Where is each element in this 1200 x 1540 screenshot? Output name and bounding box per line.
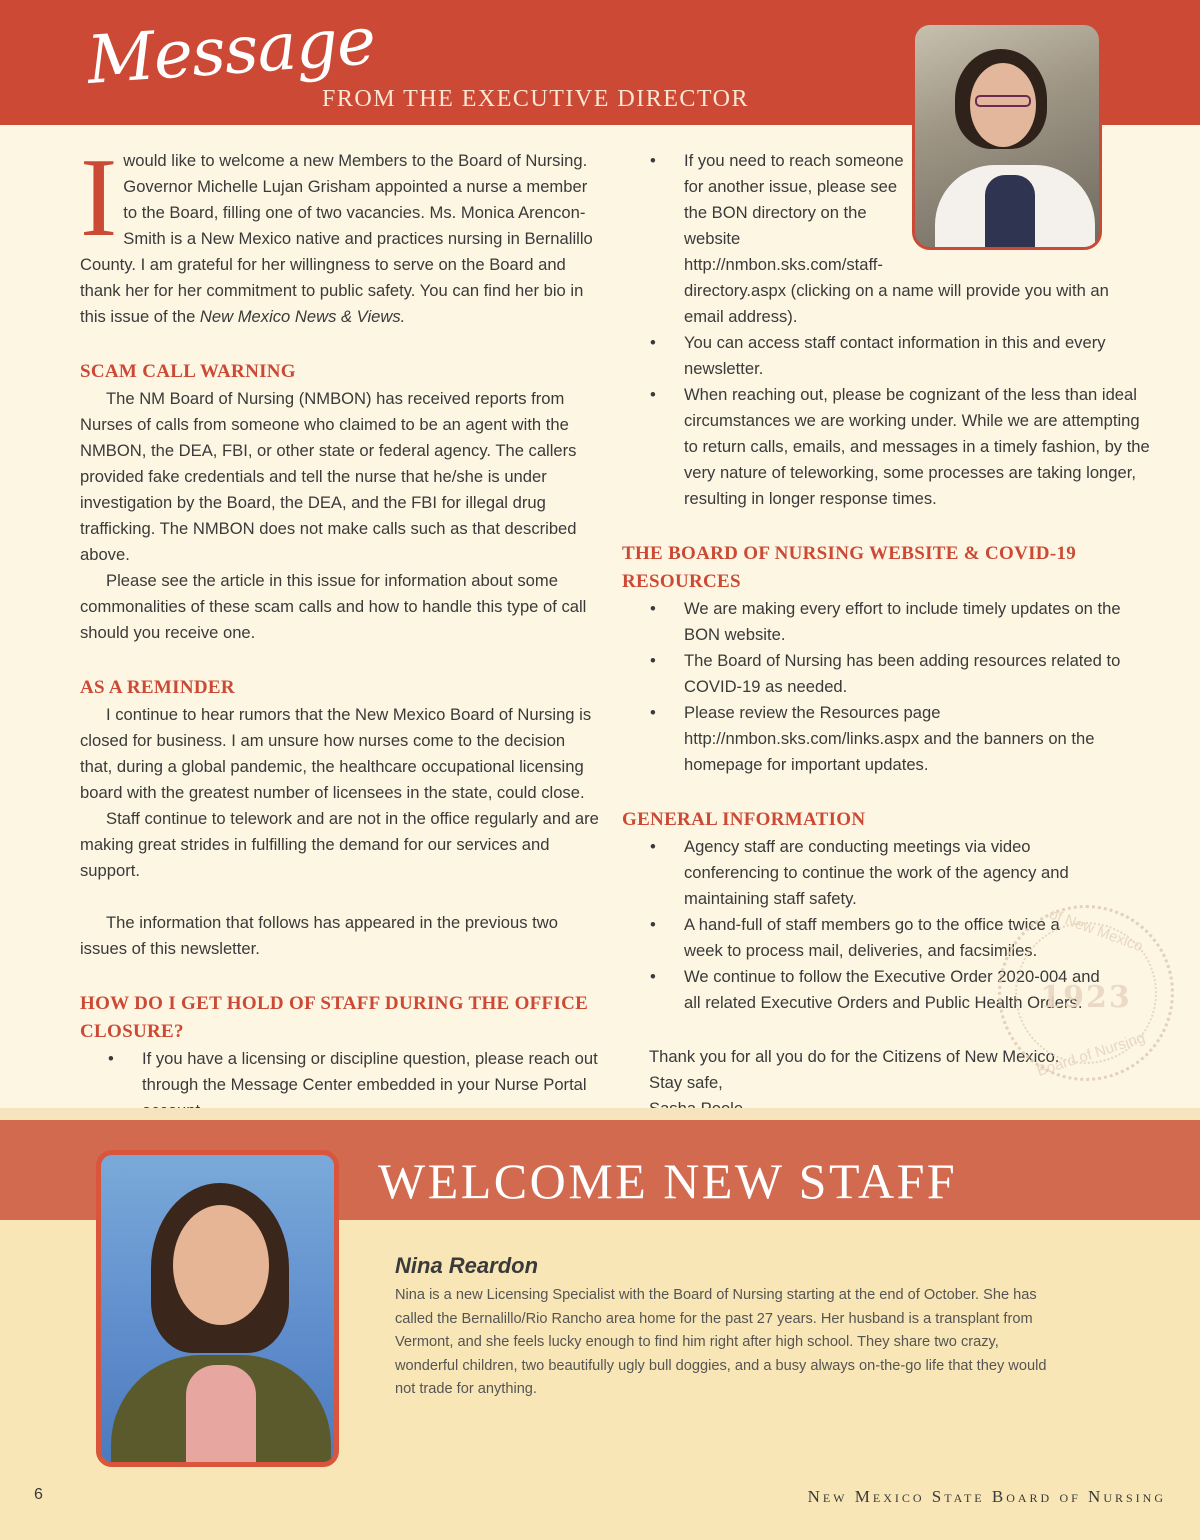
list-item: • The Board of Nursing has been adding resources related to COVID-19 as needed. [622, 648, 1152, 700]
list-item: • We continue to follow the Executive Order 2020-004 and all related Executive Orders and Public Health Orders. [622, 964, 1102, 1016]
header-subtitle: FROM THE EXECUTIVE DIRECTOR [322, 86, 749, 112]
scam-heading: SCAM CALL WARNING [80, 361, 296, 382]
drop-cap: I [80, 136, 118, 260]
list-item: • Please review the Resources page http://nmbon.sks.com/links.aspx and the banners on the homepage for important updates. [622, 700, 1152, 778]
list-item: • A hand-full of staff members go to the office twice a week to process mail, deliveries, and facsimiles. [622, 912, 1102, 964]
list-item: • Agency staff are conducting meetings via video conferencing to continue the work of the agency and maintaining staff safety. [622, 834, 1102, 912]
seal-top-text: of New Mexico [1046, 905, 1146, 956]
welcome-title: WELCOME NEW STAFF [378, 1153, 958, 1209]
list-item: • When reaching out, please be cognizant of the less than ideal circumstances we are working under. While we are attempting to return calls, emails, and messages in a timely fashion, by the very nature of teleworking, some processes are taking longer, resulting in longer response times. [622, 382, 1152, 512]
scam-paragraph-2: Please see the article in this issue for information about some commonalities of these scam calls and how to handle this type of call should you receive one. [80, 571, 587, 642]
closing-line: Thank you for all you do for the Citizens of New Mexico. [649, 1047, 1060, 1066]
header-script-title: Message [84, 2, 378, 99]
seal-bottom-text: Board of Nursing [1034, 1029, 1148, 1080]
closing-stay-safe: Stay safe, [649, 1073, 723, 1092]
contact-bullet-list-top [622, 148, 910, 278]
website-heading: THE BOARD OF NURSING WEBSITE & COVID-19 RESOURCES [622, 543, 1077, 592]
staff-photo [96, 1150, 339, 1467]
reminder-paragraph-1: I continue to hear rumors that the New Mexico Board of Nursing is closed for business. I am unsure how nurses come to the decision that, during a global pandemic, the healthcare occupational licensing board with the greatest number of licensees in the state, could close. [80, 705, 592, 802]
left-column [80, 136, 600, 1124]
scam-paragraph-1: The NM Board of Nursing (NMBON) has received reports from Nurses of calls from someone who claimed to be an agent with the NMBON, the DEA, FBI, or other state or federal agency. The callers provided fake credentials and tell the nurse that he/she is under investigation by the Board, the DEA, and the FBI for illegal drug trafficking. The NMBON does not make calls such as that described above. [80, 389, 577, 564]
staff-heading: HOW DO I GET HOLD OF STAFF DURING THE OFFICE CLOSURE? [80, 993, 589, 1042]
list-item: • If you need to reach someone for another issue, please see the BON directory on the website http://nmbon.sks.com/staff- [622, 148, 910, 278]
publication-footer: New Mexico State Board of Nursing [807, 1487, 1166, 1506]
director-photo [912, 22, 1102, 250]
list-item: • If you have a licensing or discipline question, please reach out through the Message Center embedded in your Nurse Portal [80, 1046, 600, 1124]
staff-name: Nina Reardon [395, 1253, 539, 1278]
right-column-top [622, 148, 910, 278]
board-seal-watermark [998, 905, 1174, 1081]
section-divider [0, 1108, 1200, 1118]
seal-year: 1923 [1040, 980, 1132, 1015]
page-number: 6 [34, 1486, 43, 1503]
intro-text: would like to welcome a new Members to the Board of Nursing. Governor Michelle Lujan Grisham appointed a nurse a member to the Board, filling one of two vacancies. Ms. Monica Arencon-Smith is a New Mexico native and practices nursing in Bernalillo County. I am grateful for her willingness to serve on the Board and thank her for her commitment to public safety. You can find her bio in this issue of the [80, 151, 593, 326]
reminder-heading: AS A REMINDER [80, 677, 235, 698]
contact-bullet-list [622, 278, 1152, 512]
list-item: • We are making every effort to include timely updates on the BON website. [622, 596, 1152, 648]
reminder-paragraph-3: The information that follows has appeared in the previous two issues of this newsletter. [80, 913, 558, 958]
general-heading: GENERAL INFORMATION [622, 809, 866, 830]
list-item: • You can access staff contact information in this and every newsletter. [622, 330, 1152, 382]
staff-bio: Nina is a new Licensing Specialist with the Board of Nursing starting at the end of October. She has called the Bernalillo/Rio Rancho area home for the past 27 years. Her husband is a transplant from Vermont, and she feels lucky enough to find him right after high school. They share two crazy, wonderful children, two beautifully ugly bull doggies, and a busy always on-the-go life that they would not trade for anything. [395, 1287, 1047, 1397]
intro-paragraph [80, 136, 600, 330]
list-item: directory.aspx (clicking on a name will provide you with an email address). [684, 281, 1109, 326]
website-bullet-list [622, 596, 1152, 778]
reminder-paragraph-2: Staff continue to telework and are not in the office regularly and are making great strides in fulfilling the demand for our services and support. [80, 809, 599, 880]
intro-publication-title: New Mexico News & Views. [199, 307, 406, 326]
